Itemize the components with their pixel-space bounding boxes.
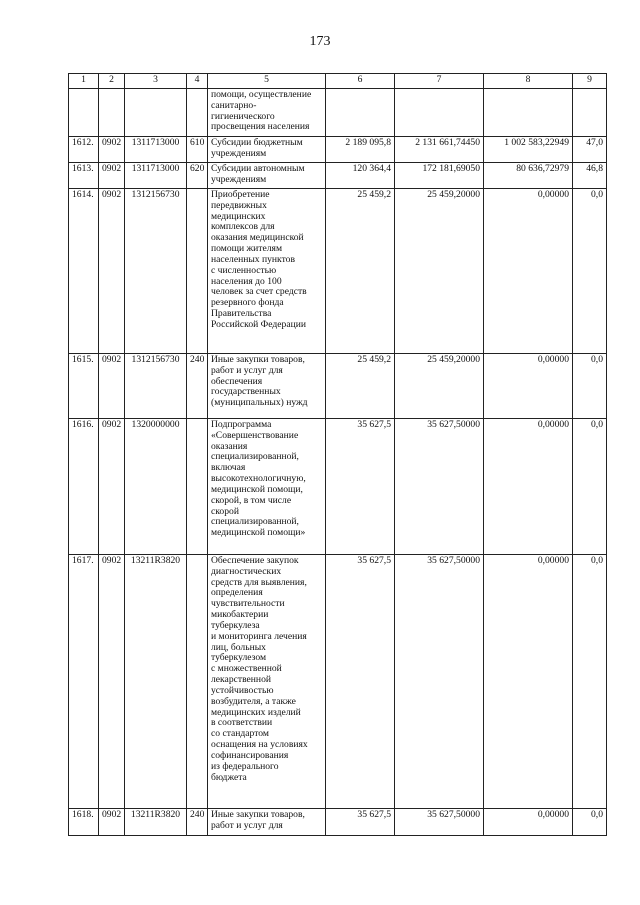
table-row	[69, 354, 607, 419]
expense-type: 240	[187, 809, 208, 836]
plan-amount: 25 459,2	[326, 354, 395, 419]
plan-amount: 2 189 095,8	[326, 137, 395, 163]
item-name: Обеспечение закупок диагностических средств для выявления, определения чувствительности микобактерии туберкулеза и мониторинга лечения лиц, больных туберкулезом с множественной лекарственной устойчивостью возбудителя, а также медицинских изделий в соответствии со стандартом оснащения на условиях софинансирования из федерального бюджета	[208, 555, 326, 809]
plan-amount: 120 364,4	[326, 163, 395, 189]
column-header: 1	[69, 74, 99, 89]
diff-amount: 0,00000	[484, 354, 573, 419]
diff-amount: 0,00000	[484, 809, 573, 836]
row-number: 1615.	[69, 354, 99, 419]
target-article: 1311713000	[125, 137, 187, 163]
expense-type: 610	[187, 137, 208, 163]
section-code: 0902	[99, 809, 125, 836]
table-row	[69, 163, 607, 189]
target-article: 13211R3820	[125, 809, 187, 836]
diff-amount	[484, 89, 573, 137]
fact-amount: 35 627,50000	[395, 555, 484, 809]
section-code: 0902	[99, 189, 125, 354]
diff-amount: 1 002 583,22949	[484, 137, 573, 163]
expense-type: 620	[187, 163, 208, 189]
diff-amount: 0,00000	[484, 419, 573, 555]
section-code: 0902	[99, 163, 125, 189]
table-row	[69, 137, 607, 163]
target-article: 13211R3820	[125, 555, 187, 809]
table-row	[69, 189, 607, 354]
expense-type	[187, 89, 208, 137]
target-article: 1312156730	[125, 354, 187, 419]
target-article	[125, 89, 187, 137]
fact-amount	[395, 89, 484, 137]
item-name: Иные закупки товаров, работ и услуг для	[208, 809, 326, 836]
item-name: Субсидии бюджетным учреждениям	[208, 137, 326, 163]
item-name: Приобретение передвижных медицинских комплексов для оказания медицинской помощи жителям населенных пунктов с численностью населения до 100 человек за счет средств резервного фонда Правительства Российской Федерации	[208, 189, 326, 354]
target-article: 1320000000	[125, 419, 187, 555]
row-number: 1618.	[69, 809, 99, 836]
item-name: Подпрограмма «Совершенствование оказания специализированной, включая высокотехнологичную, медицинской помощи, скорой, в том числе скорой специализированной, медицинской помощи»	[208, 419, 326, 555]
fact-amount: 2 131 661,74450	[395, 137, 484, 163]
fact-amount: 35 627,50000	[395, 809, 484, 836]
column-header: 6	[326, 74, 395, 89]
percent-value	[573, 89, 607, 137]
percent-value: 46,8	[573, 163, 607, 189]
percent-value: 47,0	[573, 137, 607, 163]
fact-amount: 25 459,20000	[395, 354, 484, 419]
diff-amount: 80 636,72979	[484, 163, 573, 189]
item-name: Иные закупки товаров, работ и услуг для обеспечения государственных (муниципальных) нужд	[208, 354, 326, 419]
table-row	[69, 419, 607, 555]
plan-amount	[326, 89, 395, 137]
row-number: 1613.	[69, 163, 99, 189]
item-name: помощи, осуществление санитарно- гигиенического просвещения населения	[208, 89, 326, 137]
plan-amount: 35 627,5	[326, 809, 395, 836]
expense-type	[187, 555, 208, 809]
percent-value: 0,0	[573, 555, 607, 809]
page-number: 173	[309, 34, 331, 49]
column-header: 7	[395, 74, 484, 89]
row-number: 1616.	[69, 419, 99, 555]
column-header: 4	[187, 74, 208, 89]
row-number: 1614.	[69, 189, 99, 354]
section-code: 0902	[99, 555, 125, 809]
table-row	[69, 89, 607, 137]
expense-type	[187, 419, 208, 555]
fact-amount: 172 181,69050	[395, 163, 484, 189]
column-header: 8	[484, 74, 573, 89]
fact-amount: 25 459,20000	[395, 189, 484, 354]
fact-amount: 35 627,50000	[395, 419, 484, 555]
budget-table	[68, 73, 607, 836]
table-header-row	[69, 74, 607, 89]
column-header: 9	[573, 74, 607, 89]
target-article: 1312156730	[125, 189, 187, 354]
diff-amount: 0,00000	[484, 189, 573, 354]
percent-value: 0,0	[573, 419, 607, 555]
column-header: 2	[99, 74, 125, 89]
percent-value: 0,0	[573, 354, 607, 419]
plan-amount: 35 627,5	[326, 555, 395, 809]
column-header: 5	[208, 74, 326, 89]
table-row	[69, 555, 607, 809]
column-header: 3	[125, 74, 187, 89]
item-name: Субсидии автономным учреждениям	[208, 163, 326, 189]
expense-type: 240	[187, 354, 208, 419]
section-code: 0902	[99, 137, 125, 163]
row-number: 1612.	[69, 137, 99, 163]
expense-type	[187, 189, 208, 354]
percent-value: 0,0	[573, 809, 607, 836]
diff-amount: 0,00000	[484, 555, 573, 809]
plan-amount: 25 459,2	[326, 189, 395, 354]
section-code	[99, 89, 125, 137]
percent-value: 0,0	[573, 189, 607, 354]
table-row	[69, 809, 607, 836]
section-code: 0902	[99, 419, 125, 555]
section-code: 0902	[99, 354, 125, 419]
row-number: 1617.	[69, 555, 99, 809]
target-article: 1311713000	[125, 163, 187, 189]
row-number	[69, 89, 99, 137]
plan-amount: 35 627,5	[326, 419, 395, 555]
